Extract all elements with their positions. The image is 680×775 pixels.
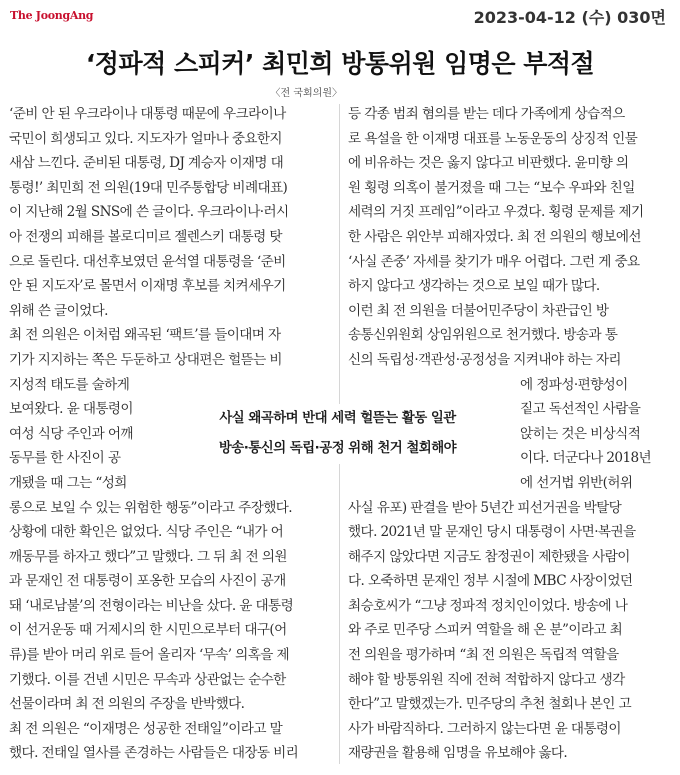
text-line: 재량권을 활용해 임명을 유보해야 옳다. [348,745,568,762]
text-line: 동무를 한 사진이 공 [9,450,121,467]
author-byline: 〈전 국회의원〉 [270,88,342,99]
pull-quote [165,404,510,464]
text-line: 깨동무를 하자고 했다”고 말했다. 그 뒤 최 전 의원 [9,548,287,565]
text-line: 에 정파성·편향성이 [520,376,628,393]
text-line: 류)를 받아 머리 위로 들어 올리자 ‘무속’ 의혹을 제 [9,647,290,664]
text-line: 여성 식당 주인과 어깨 [9,425,133,442]
text-line: 보여왔다. 윤 대통령이 [9,401,133,418]
text-line: 위해 쓴 글이었다. [9,302,108,319]
newspaper-logo: The JoongAng [10,9,94,22]
pull-quote-line: 방송·통신의 독립·공정 위해 천거 철회해야 [218,441,457,456]
text-line: 새삼 느낀다. 준비된 대통령, DJ 계승자 이재명 대 [9,155,284,172]
text-line: 해야 할 방통위원 직에 전혀 적합하지 않다고 생각 [348,671,625,688]
text-line: 로 욕설을 한 이재명 대표를 노동운동의 상징적 인물 [348,130,638,147]
text-line: 선물이라며 최 전 의원의 주장을 반박했다. [9,696,245,713]
text-line: 과 문재인 전 대통령이 포옹한 모습의 사진이 공개 [9,573,286,590]
issue-date: 2023-04-12 (수) 030면 [473,8,666,27]
text-line: 세력의 거짓 프레임”이라고 우겼다. 횡령 문제를 제기 [348,204,644,221]
text-line: 에 선거법 위반(허위 [520,474,633,491]
text-line: 국민이 희생되고 있다. 지도자가 얼마나 중요한지 [9,130,282,147]
text-line: 전 의원을 평가하며 “최 전 의원은 독립적 역할을 [348,647,619,664]
text-line: 최 전 의원은 “이재명은 성공한 전태일”이라고 말 [9,720,283,737]
text-line: 다. 오죽하면 문재인 정부 시절에 MBC 사장이었던 [348,573,633,590]
text-line: ‘사실 존중’ 자세를 찾기가 매우 어렵다. 그런 게 중요 [348,253,640,270]
text-line: 이 지난해 2월 SNS에 쓴 글이다. 우크라이나·러시 [9,204,289,221]
text-line: 돼 ‘내로남불’의 전형이라는 비난을 샀다. 윤 대통령 [9,597,294,614]
text-line: 원 횡령 의혹이 불거졌을 때 그는 “보수 우파와 친일 [348,179,635,196]
text-line: 아 전쟁의 피해를 볼로디미르 젤렌스키 대통령 탓 [9,228,282,245]
text-line: 등 각종 범죄 혐의를 받는 데다 가족에게 상습적으 [348,106,625,122]
text-line: 최승호씨가 “그냥 정파적 정치인이었다. 방송에 나 [348,597,628,614]
text-line: 하지 않다고 생각하는 것으로 보일 때가 많다. [348,278,600,295]
text-line: 짙고 독선적인 사람을 [520,401,641,418]
text-line: 통령!’ 최민희 전 의원(19대 민주통합당 비례대표) [9,179,288,196]
text-line: 사가 바람직하다. 그러하지 않는다면 윤 대통령이 [348,720,621,737]
text-line: 지성적 태도를 술하게 [9,376,130,393]
text-line: 이다. 더군다나 2018년 [520,450,652,467]
text-line: 최 전 의원은 이처럼 왜곡된 ‘팩트’를 들이대며 자 [9,327,281,344]
text-line: 한다”고 말했겠는가. 민주당의 추천 철회나 본인 고 [348,696,632,713]
text-line: 사실 유포) 판결을 받아 5년간 피선거권을 박탈당 [348,499,622,516]
text-line: 했다. 전태일 열사를 존경하는 사람들은 대장동 비리 [9,745,299,762]
text-line: ‘준비 안 된 우크라이나 대통령 때문에 우크라이나 [9,106,286,122]
text-line: 신의 독립성·객관성·공정성을 지켜내야 하는 자리 [348,351,621,368]
pull-quote-line: 사실 왜곡하며 반대 세력 헐뜯는 활동 일관 [219,411,456,426]
text-line: 이런 최 전 의원을 더불어민주당이 차관급인 방 [348,302,609,319]
text-line: 에 비유하는 것은 옳지 않다고 비판했다. 윤미향 의 [348,155,629,172]
text-line: 안 된 지도자’로 몰면서 이재명 후보를 치켜세우기 [9,278,286,295]
text-line: 상황에 대한 확인은 없었다. 식당 주인은 “내가 어 [9,524,284,541]
text-line: 으로 돌린다. 대선후보였던 윤석열 대통령을 ‘준비 [9,253,286,270]
text-line: 한 사람은 위안부 피해자였다. 최 전 의원의 행보에선 [348,228,641,245]
text-line: 기했다. 이를 건넨 시민은 무속과 상관없는 순수한 [9,671,286,688]
text-line: 앉히는 것은 비상식적 [520,425,641,442]
text-line: 롱으로 보일 수 있는 위험한 행동”이라고 주장했다. [9,499,293,516]
article-headline: ‘정파적 스피커’ 최민희 방통위원 임명은 부적절 [85,49,595,78]
text-line: 기가 지지하는 쪽은 두둔하고 상대편은 헐뜯는 비 [9,351,282,368]
text-line: 이 선거운동 때 거제시의 한 시민으로부터 대구(어 [9,622,287,639]
text-line: 송통신위원회 상임위원으로 천거했다. 방송과 통 [348,327,618,344]
text-line: 해주지 않았다면 지금도 참정권이 제한됐을 사람이 [348,548,630,565]
text-line: 와 주로 민주당 스피커 역할을 해 온 분”이라고 최 [348,622,623,639]
masthead [0,0,680,32]
text-line: 개됐을 때 그는 “성희 [9,474,127,491]
text-line: 했다. 2021년 말 문재인 당시 대통령이 사면·복권을 [348,524,636,541]
